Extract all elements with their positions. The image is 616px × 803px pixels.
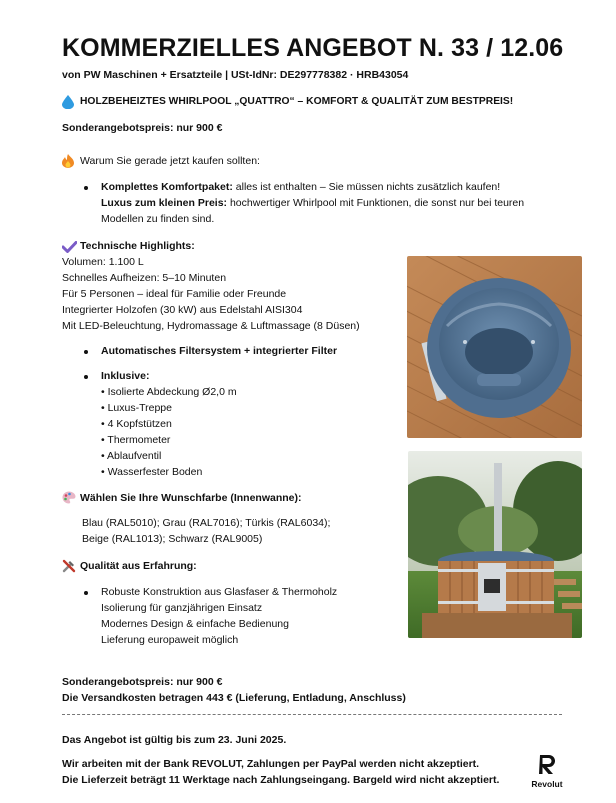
- why-item-1: [101, 179, 500, 195]
- fire-icon: [62, 154, 74, 173]
- why-heading: Warum Sie gerade jetzt kaufen sollten:: [80, 155, 260, 167]
- palette-icon: [62, 491, 76, 509]
- bullet-dot: [84, 186, 88, 190]
- special-price-top: Sonderangebotspreis: nur 900 €: [62, 122, 223, 134]
- quality-line: Lieferung europaweit möglich: [101, 634, 239, 646]
- company-subtitle: von PW Maschinen + Ersatzteile | USt-IdNr: DE297778382 · HRB43054: [62, 69, 409, 81]
- inclusive-heading: Inklusive:: [101, 370, 150, 382]
- inclusive-item: • Wasserfester Boden: [101, 466, 203, 478]
- bank-note: Wir arbeiten mit der Bank REVOLUT, Zahlungen per PayPal werden nicht akzeptiert.: [62, 758, 480, 770]
- revolut-logo: [528, 752, 566, 789]
- quality-heading: Qualität aus Erfahrung:: [80, 560, 197, 572]
- shipping-costs: Die Versandkosten betragen 443 € (Lieferung, Entladung, Anschluss): [62, 692, 406, 704]
- quality-line: Isolierung für ganzjährigen Einsatz: [101, 602, 263, 614]
- inclusive-item: • Luxus-Treppe: [101, 402, 172, 414]
- why-item-2: [101, 195, 524, 211]
- why-item-1-text: alles ist enthalten – Sie müssen nichts zusätzlich kaufen!: [232, 181, 501, 193]
- tech-line: Integrierter Holzofen (30 kW) aus Edelstahl AISI304: [62, 304, 303, 316]
- tech-line: Mit LED-Beleuchtung, Hydromassage & Luftmassage (8 Düsen): [62, 320, 360, 332]
- bullet-dot: [84, 350, 88, 354]
- validity-note: Das Angebot ist gültig bis zum 23. Juni 2025.: [62, 734, 287, 746]
- tools-icon: [62, 559, 76, 578]
- delivery-note: Die Lieferzeit beträgt 11 Werktage nach Zahlungseingang. Bargeld wird nicht akzeptiert.: [62, 774, 500, 786]
- why-item-2-text: hochwertiger Whirlpool mit Funktionen, die sonst nur bei teuren: [227, 197, 525, 209]
- why-item-2-bold: Luxus zum kleinen Preis:: [101, 197, 228, 209]
- whirlpool-top-photo: [407, 256, 582, 438]
- inclusive-item: • Isolierte Abdeckung Ø2,0 m: [101, 386, 237, 398]
- divider: [62, 714, 562, 715]
- filter-item: Automatisches Filtersystem + integrierter Filter: [101, 345, 338, 357]
- quality-line: Robuste Konstruktion aus Glasfaser & Thermoholz: [101, 586, 338, 598]
- quality-line: Modernes Design & einfache Bedienung: [101, 618, 289, 630]
- inclusive-item: • Ablaufventil: [101, 450, 162, 462]
- bullet-dot: [84, 591, 88, 595]
- page-title: KOMMERZIELLES ANGEBOT N. 33 / 12.06: [62, 34, 564, 62]
- whirlpool-garden-photo: [408, 451, 582, 638]
- bullet-dot: [84, 375, 88, 379]
- special-price-bottom: Sonderangebotspreis: nur 900 €: [62, 676, 223, 688]
- revolut-logo-text: Revolut: [531, 779, 563, 789]
- colors-line-1: Blau (RAL5010); Grau (RAL7016); Türkis (RAL6034);: [82, 517, 331, 529]
- tech-line: Schnelles Aufheizen: 5–10 Minuten: [62, 272, 227, 284]
- tech-line: Für 5 Personen – ideal für Familie oder Freunde: [62, 288, 287, 300]
- droplet-icon: [62, 95, 76, 109]
- colors-line-2: Beige (RAL1013); Schwarz (RAL9005): [82, 533, 263, 545]
- colors-heading: Wählen Sie Ihre Wunschfarbe (Innenwanne):: [80, 492, 302, 504]
- why-item-1-bold: Komplettes Komfortpaket:: [101, 181, 233, 193]
- revolut-r-icon: [535, 752, 559, 776]
- tech-heading: Technische Highlights:: [80, 240, 195, 252]
- tech-line: Volumen: 1.100 L: [62, 256, 144, 268]
- inclusive-item: • 4 Kopfstützen: [101, 418, 172, 430]
- why-item-2-cont: Modellen zu finden sind.: [101, 213, 215, 225]
- product-headline: HOLZBEHEIZTES WHIRLPOOL „QUATTRO“ – KOMFORT & QUALITÄT ZUM BESTPREIS!: [80, 96, 514, 107]
- inclusive-item: • Thermometer: [101, 434, 171, 446]
